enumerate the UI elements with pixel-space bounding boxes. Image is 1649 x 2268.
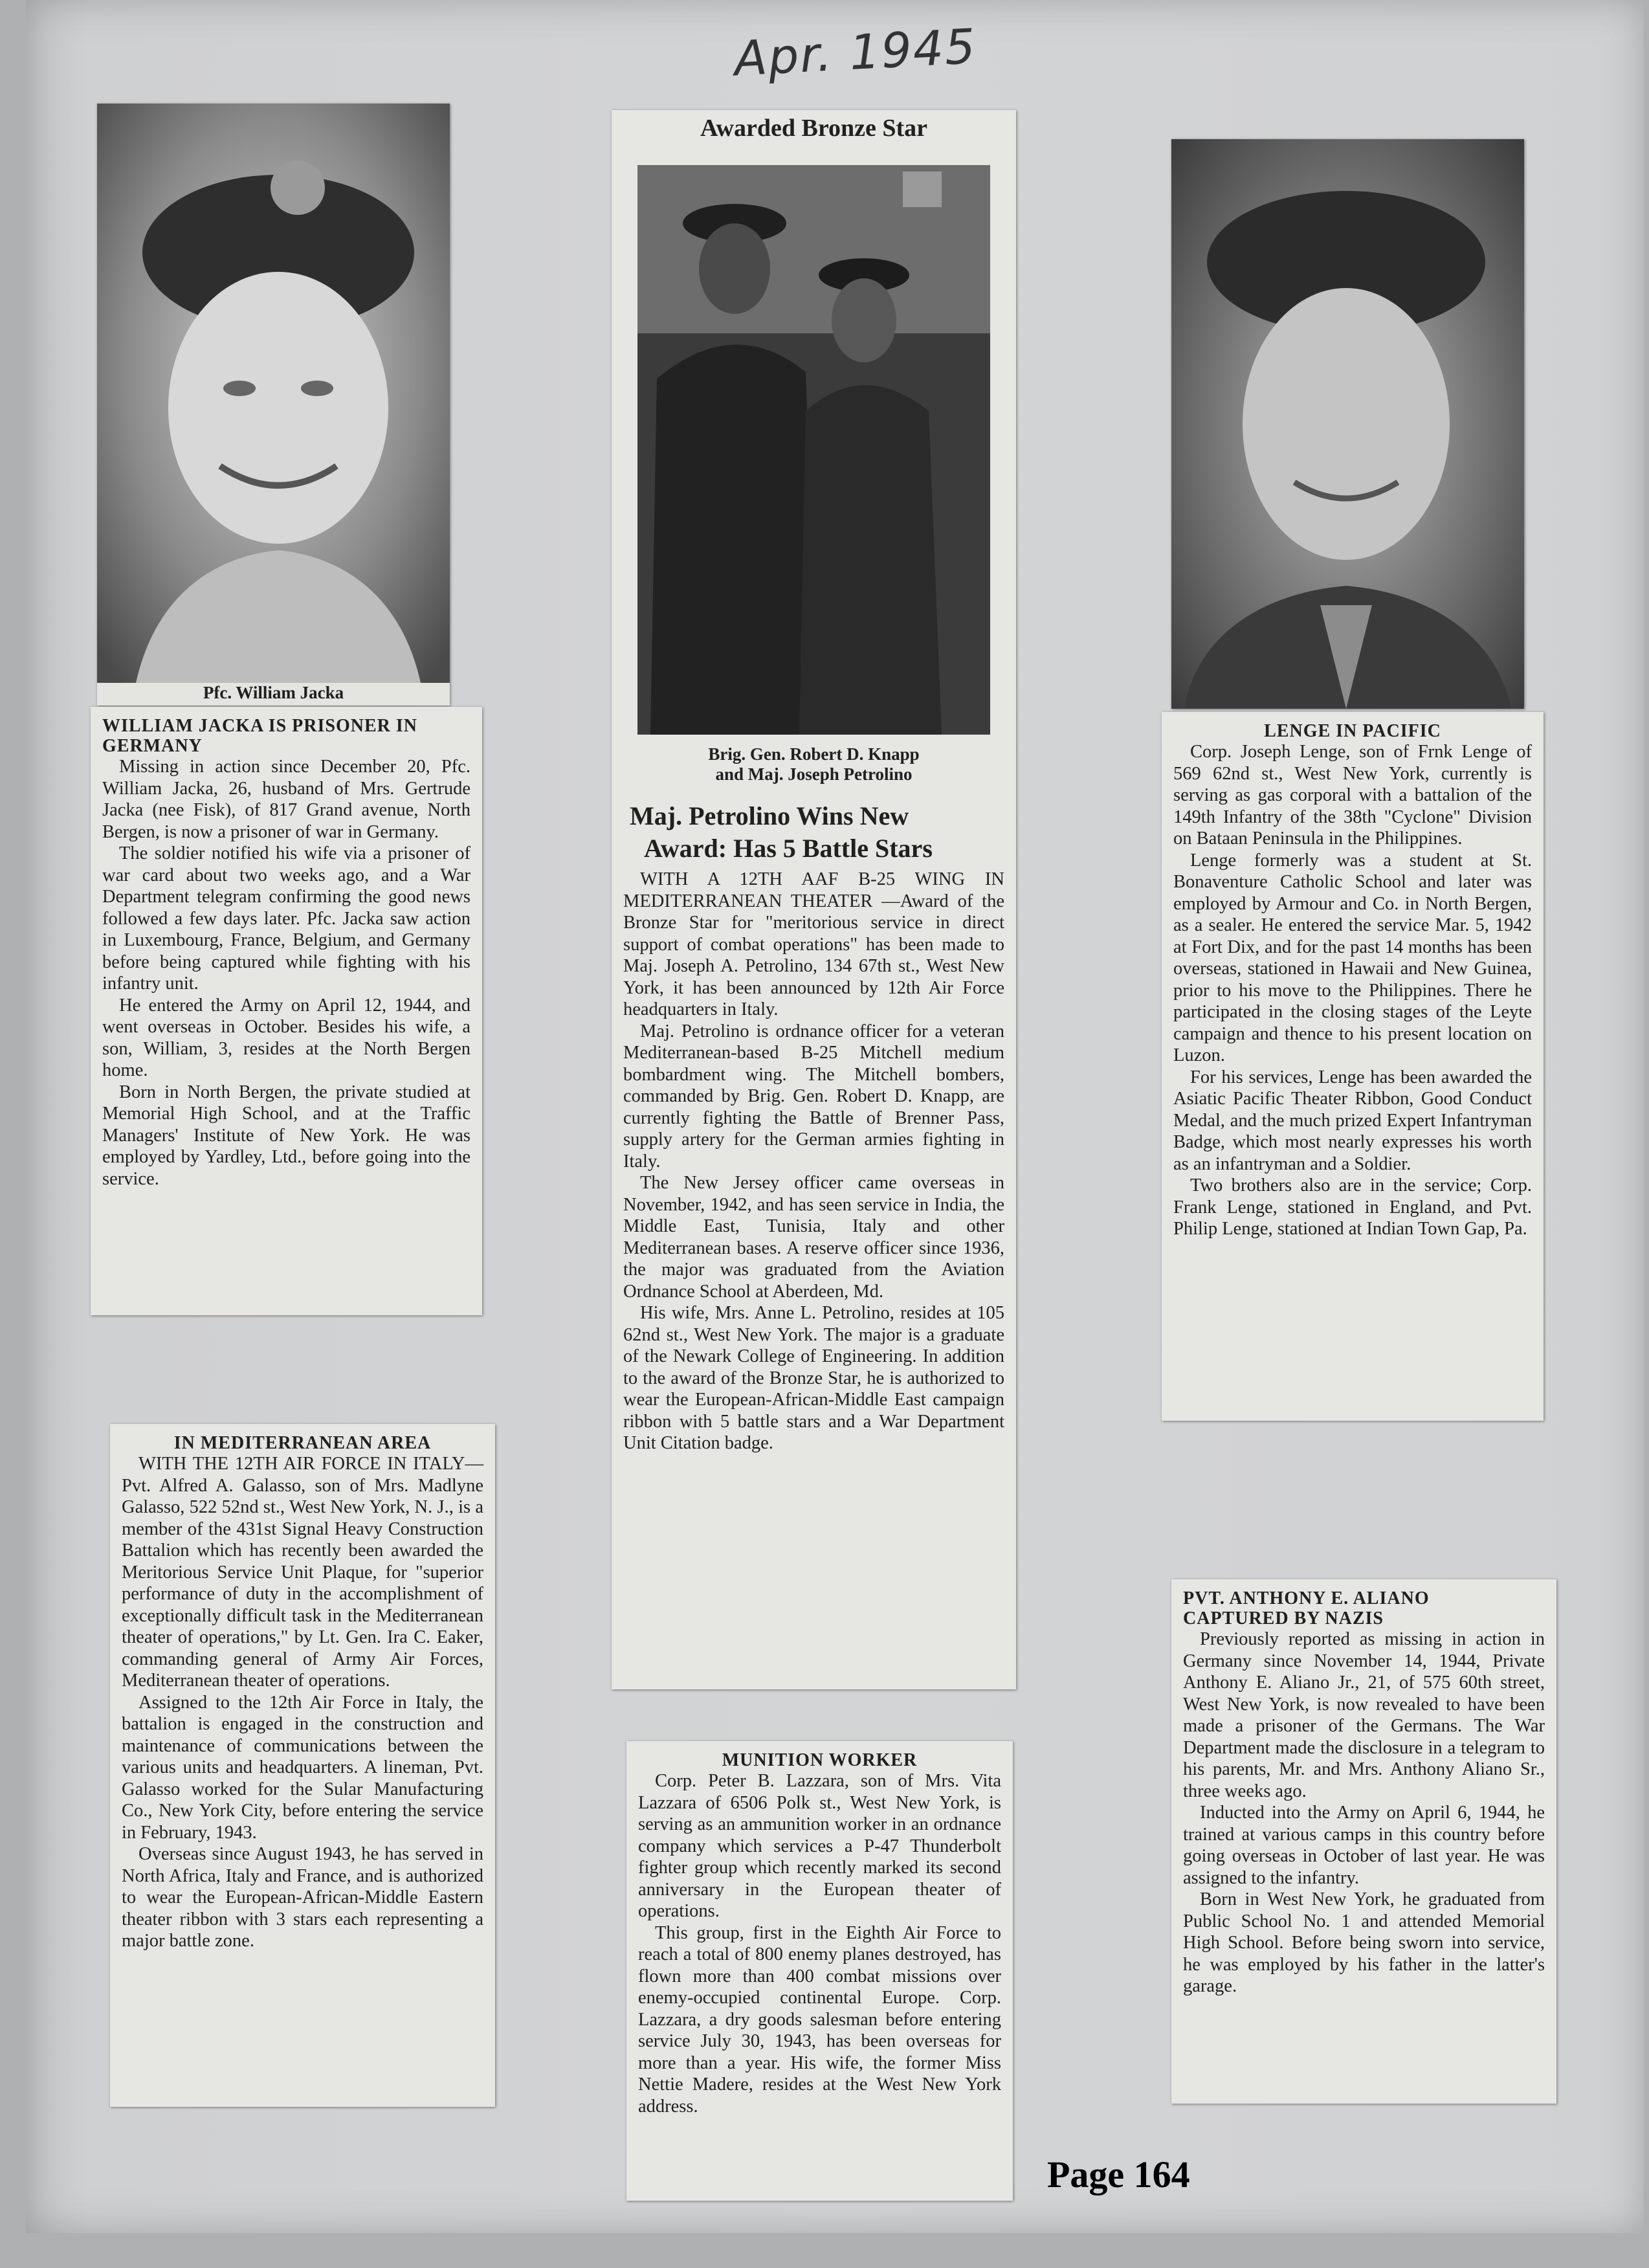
page-number: Page 164 [1047, 2153, 1190, 2196]
jacka-paragraph: Missing in action since December 20, Pfc. William Jacka, 26, husband of Mrs. Gertrude Jacka (nee Fisk), of 817 Grand avenue, North Bergen, is now a prisoner of war in Germany. [102, 757, 470, 842]
lazzara-headline: MUNITION WORKER [722, 1750, 918, 1770]
petrolino-paragraph: WITH A 12TH AAF B-25 WING IN MEDITERRANEAN THEATER —Award of the Bronze Star for "meritorious service in direct support of combat operations" has been made to Maj. Joseph A. Petrolino, 134 67th st., West New York, it has been announced by 12th Air Force headquarters in Italy. [623, 869, 1004, 1019]
lenge-paragraph: For his services, Lenge has been awarded the Asiatic Pacific Theater Ribbon, Good Conduct Medal, and the much prized Expert Infantryman Badge, which most nearly expresses his worth as an infantryman and a Soldier. [1173, 1067, 1532, 1174]
petrolino-body [612, 869, 1016, 1454]
lenge-headline: LENGE IN PACIFIC [1264, 721, 1441, 741]
lenge-photo-clipping [1171, 139, 1524, 709]
petrolino-photo-caption-1: Brig. Gen. Robert D. Knapp [708, 744, 920, 764]
jacka-paragraph: The soldier notified his wife via a prisoner of war card about two weeks ago, and a War Department telegram confirming the good news followed a few days later. Pfc. Jacka saw action in Luxembourg, France, Belgium, and Germany before being captured while fighting with his infantry unit. [102, 843, 470, 994]
aliano-article [1171, 1579, 1556, 2104]
lenge-portrait [1171, 139, 1524, 709]
petrolino-paragraph: Maj. Petrolino is ordnance officer for a veteran Mediterranean-based B-25 Mitchell medium bombardment wing. The Mitchell bombers, commanded by Brig. Gen. Robert D. Knapp, are currently fighting the Battle of Brenner Pass, supply artery for the German armies fighting in Italy. [623, 1021, 1004, 1172]
lazzara-paragraph: This group, first in the Eighth Air Force to reach a total of 800 enemy planes destroyed, has flown more than 400 combat missions over enemy-occupied continental Europe. Corp. Lazzara, a dry goods salesman before entering service July 30, 1943, has been overseas for more than a year. His wife, the former Miss Nettie Madere, resides at the West New York address. [638, 1922, 1001, 2117]
aliano-paragraph: Previously reported as missing in action in Germany since November 14, 1944, Private Anthony E. Aliano Jr., 21, of 575 60th street, West New York, is now revealed to have been made a prisoner of the Germans. The War Department made the disclosure in a telegram to his parents, Mr. and Mrs. Anthony Aliano Sr., three weeks ago. [1183, 1629, 1545, 1801]
petrolino-paragraph: The New Jersey officer came overseas in November, 1942, and has seen service in India, the Middle East, Tunisia, Italy and other Mediterranean bases. A reserve officer since 1936, the major was graduated from the Aviation Ordnance School at Aberdeen, Md. [623, 1173, 1004, 1302]
petrolino-headline-1: Maj. Petrolino Wins New [630, 801, 909, 830]
jacka-photo-caption: Pfc. William Jacka [203, 683, 344, 702]
petrolino-paragraph: His wife, Mrs. Anne L. Petrolino, resides at 105 62nd st., West New York. The major is a graduate of the Newark College of Engineering. In addition to the award of the Bronze Star, he is authorized to wear the European-African-Middle East campaign ribbon with 5 battle stars and a War Department Unit Citation badge. [623, 1303, 1004, 1453]
jacka-article [91, 707, 482, 1315]
galasso-paragraph: WITH THE 12TH AIR FORCE IN ITALY—Pvt. Alfred A. Galasso, son of Mrs. Madlyne Galasso, 522 52nd st., West New York, N. J., is a member of the 431st Signal Heavy Construction Battalion which has recently been awarded the Meritorious Service Unit Plaque, for "superior performance of duty in the accomplishment of exceptionally difficult task in the Mediterranean theater of operations," by Lt. Gen. Ira C. Eaker, commanding general of Army Air Forces, Mediterranean theater of operations. [122, 1454, 483, 1691]
lazzara-paragraph: Corp. Peter B. Lazzara, son of Mrs. Vita Lazzara of 6506 Polk st., West New York, is serving as an ammunition worker in an ordnance company which services a P-47 Thunderbolt fighter group which recently marked its second anniversary in the European theater of operations. [638, 1771, 1001, 1921]
lenge-paragraph: Two brothers also are in the service; Corp. Frank Lenge, stationed in England, and Pvt. Philip Lenge, stationed at Indian Town Gap, Pa. [1173, 1175, 1532, 1239]
lazzara-article [626, 1741, 1013, 2201]
galasso-article [110, 1424, 495, 2107]
aliano-paragraph: Inducted into the Army on April 6, 1944, he trained at various camps in this country before going overseas in October of last year. He was assigned to the infantry. [1183, 1803, 1545, 1888]
petrolino-headline-2: Award: Has 5 Battle Stars [644, 834, 933, 863]
petrolino-clipping [612, 110, 1016, 1689]
lenge-paragraph: Lenge formerly was a student at St. Bonaventure Catholic School and later was employed by Armour and Co. in North Bergen, as a sealer. He entered the service Mar. 5, 1942 at Fort Dix, and for the past 14 months has been overseas, stationed in Hawaii and New Guinea, prior to his move to the Philippines. There he participated in the closing stages of the Leyte campaign and thence to his present location on Luzon. [1173, 850, 1532, 1065]
jacka-paragraph: He entered the Army on April 12, 1944, and went overseas in October. Besides his wife, a son, William, 3, resides at the North Bergen home. [102, 995, 470, 1080]
galasso-headline: IN MEDITERRANEAN AREA [173, 1433, 432, 1453]
aliano-headline-2: CAPTURED BY NAZIS [1183, 1608, 1384, 1629]
jacka-portrait [97, 104, 450, 683]
jacka-paragraph: Born in North Bergen, the private studied at Memorial High School, and at the Traffic Managers' Institute of New York. He was employed by Yardley, Ltd., before going into the service. [102, 1082, 470, 1189]
aliano-paragraph: Born in West New York, he graduated from Public School No. 1 and attended Memorial High School. Before being sworn into service, he was employed by his father in the latter's garage. [1183, 1889, 1545, 1996]
petrolino-photo-caption-2: and Maj. Joseph Petrolino [715, 764, 913, 784]
lenge-paragraph: Corp. Joseph Lenge, son of Frnk Lenge of 569 62nd st., West New York, currently is serving as gas corporal with a battalion of the 149th Infantry of the 38th "Cyclone" Division on Bataan Peninsula in the Philippines. [1173, 742, 1532, 849]
petrolino-top-headline: Awarded Bronze Star [700, 115, 928, 142]
jacka-photo-clipping [97, 104, 450, 706]
galasso-paragraph: Overseas since August 1943, he has served in North Africa, Italy and France, and is authorized to wear the European-African-Middle Eastern theater ribbon with 3 stars each representing a major battle zone. [122, 1844, 483, 1951]
handwritten-date: Apr. 1945 [733, 18, 978, 87]
jacka-headline: WILLIAM JACKA IS PRISONER IN GERMANY [102, 716, 417, 756]
galasso-paragraph: Assigned to the 12th Air Force in Italy, the battalion is engaged in the construction and maintenance of communications between the various units and headquarters. A lineman, Pvt. Galasso worked for the Sular Manufacturing Co., New York City, before entering the service in February, 1943. [122, 1692, 483, 1843]
lenge-article [1162, 712, 1544, 1421]
aliano-headline-1: PVT. ANTHONY E. ALIANO [1183, 1588, 1430, 1608]
petrolino-photo [637, 165, 990, 735]
